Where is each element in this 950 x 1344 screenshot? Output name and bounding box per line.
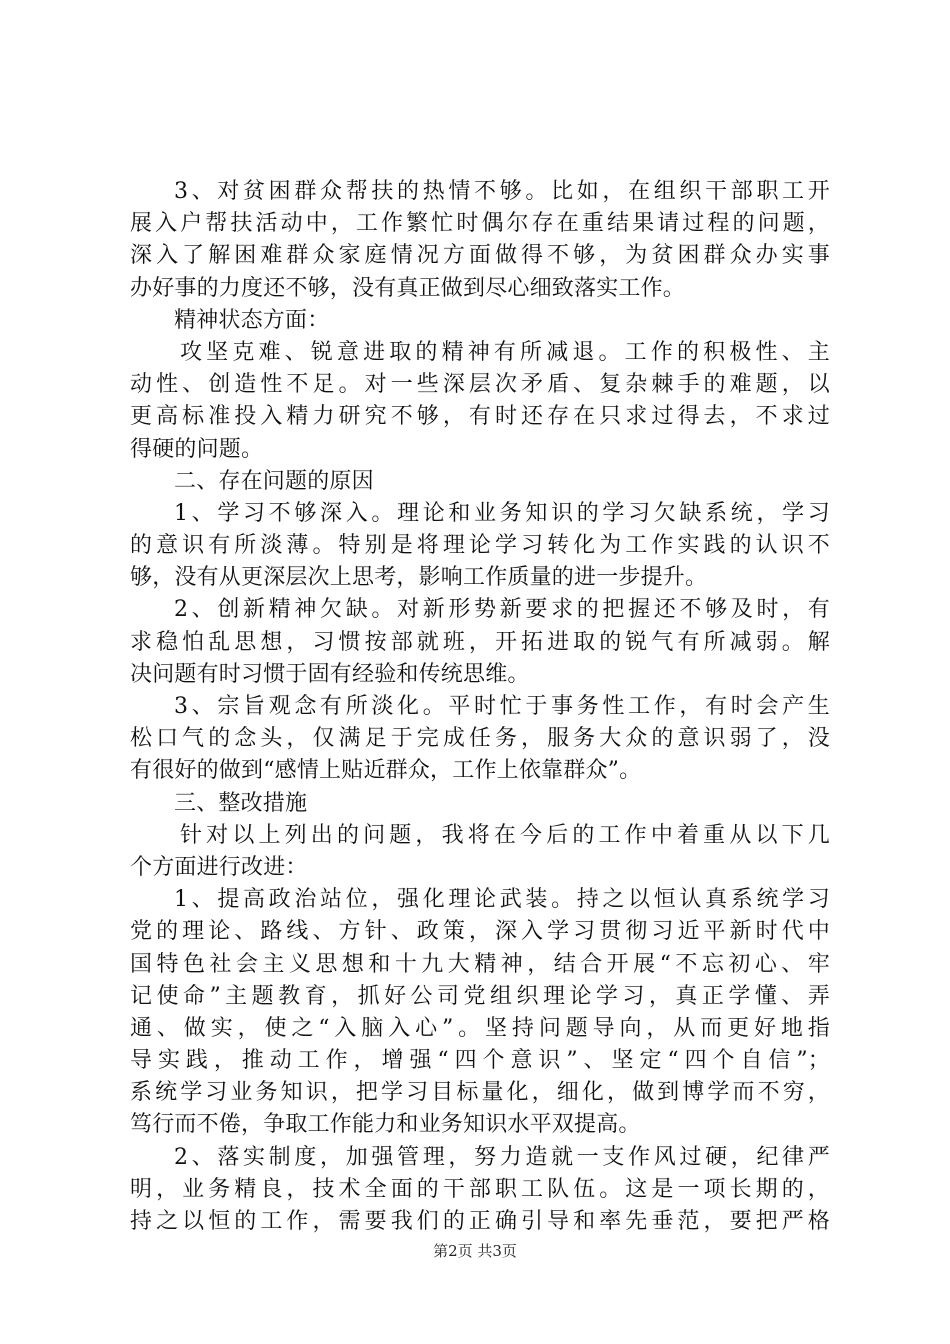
text-line: 党的理论、路线、方针、政策，深入学习贯彻习近平新时代中 [130, 919, 830, 945]
text-line: 得硬的问题。 [130, 436, 264, 462]
text-line: 1、提高政治站位，强化理论武装。持之以恒认真系统学习 [174, 887, 830, 913]
document-body [130, 176, 830, 1238]
text-line: 深入了解困难群众家庭情况方面做得不够，为贫困群众办实事 [130, 243, 830, 269]
text-line: 攻坚克难、锐意进取的精神有所减退。工作的积极性、主 [180, 339, 830, 365]
text-line: 2、落实制度，加强管理，努力造就一支作风过硬，纪律严 [174, 1144, 830, 1170]
section-heading: 三、整改措施 [174, 790, 308, 816]
text-line: 导实践，推动工作，增强“四个意识”、坚定“四个自信”； [130, 1048, 830, 1074]
text-line: 明，业务精良，技术全面的干部职工队伍。这是一项长期的， [130, 1176, 830, 1202]
text-line: 松口气的念头，仅满足于完成任务，服务大众的意识弱了，没 [130, 726, 830, 752]
text-line: 国特色社会主义思想和十九大精神，结合开展“不忘初心、牢 [130, 951, 830, 977]
text-line: 个方面进行改进： [130, 854, 308, 880]
text-line: 求稳怕乱思想，习惯按部就班，开拓进取的锐气有所减弱。解 [130, 629, 830, 655]
text-line: 3、对贫困群众帮扶的热情不够。比如，在组织干部职工开 [174, 179, 830, 204]
text-line: 的意识有所淡薄。特别是将理论学习转化为工作实践的认识不 [130, 533, 830, 559]
text-line: 通、做实，使之“入脑入心”。坚持问题导向，从而更好地指 [130, 1015, 830, 1041]
text-line: 办好事的力度还不够，没有真正做到尽心细致落实工作。 [130, 275, 686, 301]
text-line: 3、宗旨观念有所淡化。平时忙于事务性工作，有时会产生 [174, 694, 830, 719]
text-line: 动性、创造性不足。对一些深层次矛盾、复杂棘手的难题，以 [130, 372, 830, 398]
section-subheading: 精神状态方面： [174, 307, 330, 333]
text-line: 针对以上列出的问题，我将在今后的工作中着重从以下几 [180, 822, 830, 848]
text-line: 更高标准投入精力研究不够，有时还存在只求过得去，不求过 [130, 404, 830, 430]
text-line: 决问题有时习惯于固有经验和传统思维。 [130, 661, 530, 687]
page-number-footer: 第2页 共3页 [433, 1242, 517, 1260]
text-line: 够，没有从更深层次上思考，影响工作质量的进一步提升。 [130, 565, 708, 591]
text-line: 有很好的做到“感情上贴近群众，工作上依靠群众”。 [130, 758, 642, 784]
text-line: 展入户帮扶活动中，工作繁忙时偶尔存在重结果请过程的问题， [130, 211, 830, 237]
text-line: 记使命”主题教育，抓好公司党组织理论学习，真正学懂、弄 [130, 983, 830, 1009]
text-line: 系统学习业务知识，把学习目标量化，细化，做到博学而不穷， [130, 1080, 830, 1106]
text-line: 笃行而不倦，争取工作能力和业务知识水平双提高。 [130, 1112, 641, 1138]
text-line: 持之以恒的工作，需要我们的正确引导和率先垂范，要把严格 [130, 1209, 830, 1234]
section-heading: 二、存在问题的原因 [174, 468, 374, 494]
text-line: 2、创新精神欠缺。对新形势新要求的把握还不够及时，有 [174, 597, 830, 623]
text-line: 1、学习不够深入。理论和业务知识的学习欠缺系统，学习 [174, 500, 830, 526]
